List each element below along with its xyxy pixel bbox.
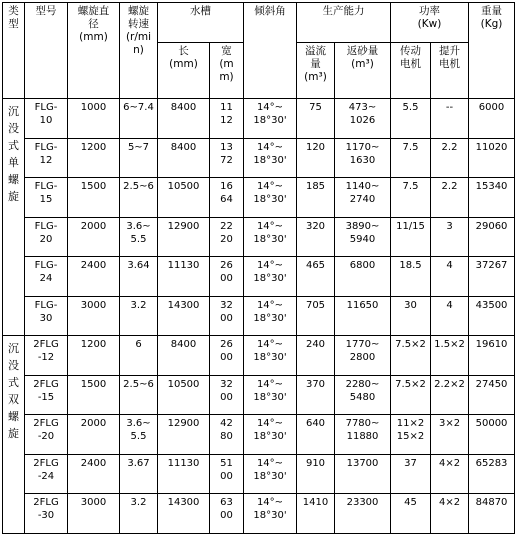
diameter-cell-text: 1200 <box>80 339 107 351</box>
sand-return-cell-text: 13700 <box>346 457 379 469</box>
model-cell-text: 2FLG -12 <box>33 339 59 364</box>
angle-cell <box>244 178 297 218</box>
diameter-cell <box>68 257 120 297</box>
model-cell-text: FLG- 20 <box>34 220 58 245</box>
speed-cell-text: 3.2 <box>130 299 147 311</box>
tank-length-cell-text: 14300 <box>167 299 200 311</box>
header-tank: 水槽 <box>158 3 244 43</box>
header-drive-motor: 传动 电机 <box>391 43 431 99</box>
lift-motor-cell <box>431 415 469 455</box>
angle-cell-text: 14°~ 18°30' <box>253 378 287 403</box>
speed-cell <box>120 415 158 455</box>
model-cell-text: FLG- 30 <box>34 299 58 324</box>
angle-cell-text: 14°~ 18°30' <box>253 497 287 522</box>
weight-cell <box>469 217 515 257</box>
weight-cell-text: 50000 <box>475 418 508 430</box>
spec-table <box>2 2 515 534</box>
header-diameter: 螺旋直 径 (mm) <box>68 3 120 99</box>
overflow-cell <box>297 296 335 336</box>
lift-motor-cell-text: 2.2×2 <box>434 378 465 390</box>
weight-cell <box>469 178 515 218</box>
weight-cell-text: 19610 <box>475 339 508 351</box>
drive-motor-cell-text: 5.5 <box>402 102 419 113</box>
angle-cell <box>244 494 297 534</box>
model-cell <box>25 296 68 336</box>
drive-motor-cell-text: 30 <box>404 299 417 311</box>
table-row <box>3 494 515 534</box>
tank-length-cell <box>158 99 210 139</box>
angle-cell-text: 14°~ 18°30' <box>253 102 287 126</box>
drive-motor-cell-text: 11/15 <box>396 220 425 232</box>
drive-motor-cell <box>391 296 431 336</box>
diameter-cell <box>68 138 120 178</box>
speed-cell <box>120 494 158 534</box>
drive-motor-cell <box>391 99 431 139</box>
speed-cell-text: 5~7 <box>127 141 150 153</box>
speed-cell-text: 3.67 <box>127 457 150 469</box>
weight-cell-text: 84870 <box>475 497 508 509</box>
lift-motor-cell <box>431 99 469 139</box>
weight-cell <box>469 375 515 415</box>
sand-return-cell-text: 1140~ 2740 <box>345 181 380 206</box>
header-row-top <box>3 3 515 43</box>
lift-motor-cell-text: 4 <box>446 260 453 272</box>
table-row <box>3 99 515 139</box>
tank-width-cell <box>210 415 244 455</box>
overflow-cell-text: 320 <box>305 220 326 232</box>
tank-length-cell <box>158 415 210 455</box>
tank-width-cell <box>210 178 244 218</box>
table-row <box>3 178 515 218</box>
tank-width-cell-text: 16 64 <box>220 181 233 206</box>
tank-length-cell <box>158 296 210 336</box>
speed-cell <box>120 178 158 218</box>
model-cell <box>25 454 68 494</box>
angle-cell-text: 14°~ 18°30' <box>253 418 287 443</box>
tank-length-cell <box>158 375 210 415</box>
angle-cell <box>244 99 297 139</box>
model-cell <box>25 178 68 218</box>
angle-cell-text: 14°~ 18°30' <box>253 457 287 482</box>
overflow-cell <box>297 336 335 376</box>
header-model: 型号 <box>25 3 68 99</box>
sand-return-cell <box>335 99 391 139</box>
tank-width-cell-text: 22 20 <box>220 220 233 245</box>
diameter-cell-text: 2000 <box>80 418 107 430</box>
sand-return-cell <box>335 296 391 336</box>
drive-motor-cell <box>391 217 431 257</box>
model-cell-text: 2FLG -30 <box>33 497 59 522</box>
table-row <box>3 415 515 455</box>
weight-cell <box>469 257 515 297</box>
angle-cell <box>244 454 297 494</box>
tank-length-cell <box>158 217 210 257</box>
sand-return-cell-text: 23300 <box>346 497 379 509</box>
tank-width-cell-text: 63 00 <box>220 497 233 522</box>
sand-return-cell <box>335 178 391 218</box>
lift-motor-cell-text: 2.2 <box>441 181 458 193</box>
type-cell: 沉 没 式 双 螺 旋 <box>3 336 25 534</box>
weight-cell-text: 37267 <box>475 260 508 272</box>
angle-cell <box>244 217 297 257</box>
sand-return-cell <box>335 257 391 297</box>
angle-cell <box>244 375 297 415</box>
angle-cell <box>244 257 297 297</box>
lift-motor-cell <box>431 494 469 534</box>
drive-motor-cell-text: 11×2 15×2 <box>396 418 425 443</box>
sand-return-cell <box>335 415 391 455</box>
tank-length-cell <box>158 257 210 297</box>
diameter-cell <box>68 494 120 534</box>
overflow-cell <box>297 415 335 455</box>
speed-cell-text: 3.2 <box>130 497 147 509</box>
diameter-cell-text: 2400 <box>80 457 107 469</box>
table-row <box>3 257 515 297</box>
sand-return-cell-text: 6800 <box>349 260 376 272</box>
model-cell-text: FLG- 24 <box>34 260 58 285</box>
sand-return-cell <box>335 375 391 415</box>
overflow-cell <box>297 99 335 139</box>
weight-cell-text: 65283 <box>475 457 508 469</box>
angle-cell-text: 14°~ 18°30' <box>253 220 287 245</box>
diameter-cell-text: 1500 <box>80 378 107 390</box>
sand-return-cell <box>335 336 391 376</box>
tank-width-cell <box>210 494 244 534</box>
header-power: 功率 (Kw) <box>391 3 469 43</box>
tank-length-cell <box>158 454 210 494</box>
angle-cell <box>244 296 297 336</box>
header-overflow: 溢流 量 (m³) <box>297 43 335 99</box>
overflow-cell-text: 120 <box>305 141 326 153</box>
overflow-cell-text: 75 <box>309 102 322 113</box>
model-cell <box>25 257 68 297</box>
tank-width-cell <box>210 336 244 376</box>
tank-width-cell-text: 42 80 <box>220 418 233 443</box>
lift-motor-cell <box>431 296 469 336</box>
weight-cell-text: 6000 <box>478 102 505 113</box>
lift-motor-cell <box>431 454 469 494</box>
speed-cell <box>120 99 158 139</box>
tank-length-cell <box>158 336 210 376</box>
speed-cell <box>120 138 158 178</box>
overflow-cell <box>297 454 335 494</box>
tank-length-cell-text: 8400 <box>170 102 197 113</box>
tank-width-cell <box>210 99 244 139</box>
diameter-cell <box>68 99 120 139</box>
model-cell-text: 2FLG -24 <box>33 457 59 482</box>
drive-motor-cell <box>391 494 431 534</box>
header-angle: 倾斜角 <box>244 3 297 99</box>
weight-cell <box>469 494 515 534</box>
tank-length-cell <box>158 178 210 218</box>
weight-cell-text: 11020 <box>475 141 508 153</box>
model-cell-text: 2FLG -15 <box>33 378 59 403</box>
weight-cell-text: 29060 <box>475 220 508 232</box>
drive-motor-cell <box>391 178 431 218</box>
overflow-cell <box>297 138 335 178</box>
drive-motor-cell <box>391 415 431 455</box>
speed-cell <box>120 375 158 415</box>
tank-width-cell <box>210 217 244 257</box>
diameter-cell-text: 2000 <box>80 220 107 232</box>
header-weight: 重量 (Kg) <box>469 3 515 99</box>
drive-motor-cell-text: 7.5×2 <box>395 378 426 390</box>
tank-width-cell-text: 26 00 <box>220 260 233 285</box>
tank-width-cell-text: 11 12 <box>220 102 233 126</box>
lift-motor-cell-text: 2.2 <box>441 141 458 153</box>
overflow-cell <box>297 375 335 415</box>
header-tank-width: 宽 (m m) <box>210 43 244 99</box>
lift-motor-cell <box>431 375 469 415</box>
weight-cell <box>469 336 515 376</box>
angle-cell <box>244 415 297 455</box>
tank-length-cell-text: 11130 <box>167 260 200 272</box>
lift-motor-cell <box>431 336 469 376</box>
diameter-cell <box>68 375 120 415</box>
tank-length-cell <box>158 138 210 178</box>
tank-width-cell <box>210 375 244 415</box>
lift-motor-cell-text: 3 <box>446 220 453 232</box>
angle-cell-text: 14°~ 18°30' <box>253 181 287 206</box>
table-body <box>3 99 515 534</box>
header-tank-length: 长 (mm) <box>158 43 210 99</box>
table-row <box>3 336 515 376</box>
drive-motor-cell-text: 18.5 <box>399 260 422 272</box>
diameter-cell-text: 1200 <box>80 141 107 153</box>
speed-cell-text: 2.5~6 <box>123 181 154 193</box>
tank-width-cell-text: 51 00 <box>220 457 233 482</box>
tank-length-cell-text: 10500 <box>167 378 200 390</box>
lift-motor-cell-text: 1.5×2 <box>434 339 465 351</box>
model-cell-text: FLG- 10 <box>34 102 58 126</box>
lift-motor-cell <box>431 257 469 297</box>
header-capacity: 生产能力 <box>297 3 391 43</box>
weight-cell <box>469 99 515 139</box>
angle-cell-text: 14°~ 18°30' <box>253 339 287 364</box>
sand-return-cell <box>335 138 391 178</box>
weight-cell <box>469 296 515 336</box>
speed-cell <box>120 257 158 297</box>
diameter-cell <box>68 178 120 218</box>
sand-return-cell-text: 1770~ 2800 <box>345 339 380 364</box>
tank-length-cell-text: 12900 <box>167 418 200 430</box>
weight-cell-text: 15340 <box>475 181 508 193</box>
diameter-cell-text: 1500 <box>80 181 107 193</box>
model-cell <box>25 494 68 534</box>
tank-length-cell-text: 11130 <box>167 457 200 469</box>
speed-cell-text: 3.6~ 5.5 <box>126 220 151 245</box>
lift-motor-cell <box>431 217 469 257</box>
diameter-cell <box>68 296 120 336</box>
overflow-cell-text: 185 <box>305 181 326 193</box>
angle-cell <box>244 336 297 376</box>
drive-motor-cell-text: 7.5 <box>402 181 419 193</box>
model-cell-text: 2FLG -20 <box>33 418 59 443</box>
model-cell-text: FLG- 15 <box>34 181 58 206</box>
sand-return-cell-text: 1170~ 1630 <box>345 141 380 166</box>
speed-cell <box>120 336 158 376</box>
sand-return-cell <box>335 454 391 494</box>
table-row <box>3 375 515 415</box>
angle-cell-text: 14°~ 18°30' <box>253 260 287 285</box>
overflow-cell <box>297 494 335 534</box>
diameter-cell <box>68 217 120 257</box>
weight-cell <box>469 454 515 494</box>
model-cell <box>25 217 68 257</box>
sand-return-cell-text: 7780~ 11880 <box>345 418 380 443</box>
model-cell <box>25 99 68 139</box>
lift-motor-cell-text: 4 <box>446 299 453 311</box>
overflow-cell-text: 240 <box>305 339 326 351</box>
tank-width-cell <box>210 296 244 336</box>
tank-width-cell-text: 32 00 <box>220 378 233 403</box>
model-cell <box>25 375 68 415</box>
speed-cell-text: 2.5~6 <box>123 378 154 390</box>
drive-motor-cell <box>391 257 431 297</box>
model-cell <box>25 138 68 178</box>
speed-cell-text: 6~7.4 <box>123 102 154 113</box>
tank-length-cell <box>158 494 210 534</box>
table-row <box>3 296 515 336</box>
weight-cell-text: 43500 <box>475 299 508 311</box>
lift-motor-cell-text: 4×2 <box>438 457 461 469</box>
table-row <box>3 454 515 494</box>
weight-cell-text: 27450 <box>475 378 508 390</box>
tank-length-cell-text: 12900 <box>167 220 200 232</box>
lift-motor-cell-text: 3×2 <box>438 418 461 430</box>
overflow-cell <box>297 217 335 257</box>
drive-motor-cell-text: 7.5×2 <box>395 339 426 351</box>
tank-width-cell-text: 26 00 <box>220 339 233 364</box>
diameter-cell <box>68 415 120 455</box>
tank-length-cell-text: 8400 <box>170 141 197 153</box>
model-cell-text: FLG- 12 <box>34 141 58 166</box>
diameter-cell <box>68 454 120 494</box>
overflow-cell-text: 705 <box>305 299 326 311</box>
sand-return-cell-text: 3890~ 5940 <box>345 220 380 245</box>
angle-cell-text: 14°~ 18°30' <box>253 141 287 166</box>
overflow-cell <box>297 257 335 297</box>
weight-cell <box>469 415 515 455</box>
header-speed: 螺旋 转速 (r/mi n) <box>120 3 158 99</box>
lift-motor-cell-text: -- <box>445 102 454 113</box>
overflow-cell-text: 910 <box>305 457 326 469</box>
sand-return-cell-text: 11650 <box>346 299 379 311</box>
tank-width-cell <box>210 138 244 178</box>
tank-width-cell <box>210 257 244 297</box>
tank-width-cell-text: 32 00 <box>220 299 233 324</box>
table-row <box>3 138 515 178</box>
angle-cell-text: 14°~ 18°30' <box>253 299 287 324</box>
diameter-cell-text: 3000 <box>80 299 107 311</box>
lift-motor-cell-text: 4×2 <box>438 497 461 509</box>
tank-length-cell-text: 14300 <box>167 497 200 509</box>
speed-cell <box>120 217 158 257</box>
model-cell <box>25 336 68 376</box>
overflow-cell <box>297 178 335 218</box>
tank-length-cell-text: 8400 <box>170 339 197 351</box>
tank-width-cell-text: 13 72 <box>220 141 233 166</box>
drive-motor-cell <box>391 454 431 494</box>
drive-motor-cell-text: 45 <box>404 497 417 509</box>
diameter-cell-text: 2400 <box>80 260 107 272</box>
header-type: 类 型 <box>3 3 25 99</box>
sand-return-cell <box>335 494 391 534</box>
model-cell <box>25 415 68 455</box>
overflow-cell-text: 1410 <box>302 497 329 509</box>
drive-motor-cell-text: 7.5 <box>402 141 419 153</box>
diameter-cell-text: 1000 <box>80 102 107 113</box>
table-row <box>3 217 515 257</box>
speed-cell-text: 3.6~ 5.5 <box>126 418 151 443</box>
speed-cell-text: 6 <box>135 339 142 351</box>
sand-return-cell <box>335 217 391 257</box>
tank-length-cell-text: 10500 <box>167 181 200 193</box>
sand-return-cell-text: 473~ 1026 <box>348 102 377 126</box>
drive-motor-cell <box>391 336 431 376</box>
angle-cell <box>244 138 297 178</box>
weight-cell <box>469 138 515 178</box>
overflow-cell-text: 370 <box>305 378 326 390</box>
speed-cell <box>120 296 158 336</box>
lift-motor-cell <box>431 138 469 178</box>
lift-motor-cell <box>431 178 469 218</box>
header-sand-return: 返砂量 (m³) <box>335 43 391 99</box>
overflow-cell-text: 640 <box>305 418 326 430</box>
drive-motor-cell <box>391 375 431 415</box>
header-lift-motor: 提升 电机 <box>431 43 469 99</box>
diameter-cell <box>68 336 120 376</box>
overflow-cell-text: 465 <box>305 260 326 272</box>
sand-return-cell-text: 2280~ 5480 <box>345 378 380 403</box>
speed-cell <box>120 454 158 494</box>
drive-motor-cell-text: 37 <box>404 457 417 469</box>
speed-cell-text: 3.64 <box>127 260 150 272</box>
tank-width-cell <box>210 454 244 494</box>
type-cell: 沉 没 式 单 螺 旋 <box>3 99 25 336</box>
drive-motor-cell <box>391 138 431 178</box>
diameter-cell-text: 3000 <box>80 497 107 509</box>
